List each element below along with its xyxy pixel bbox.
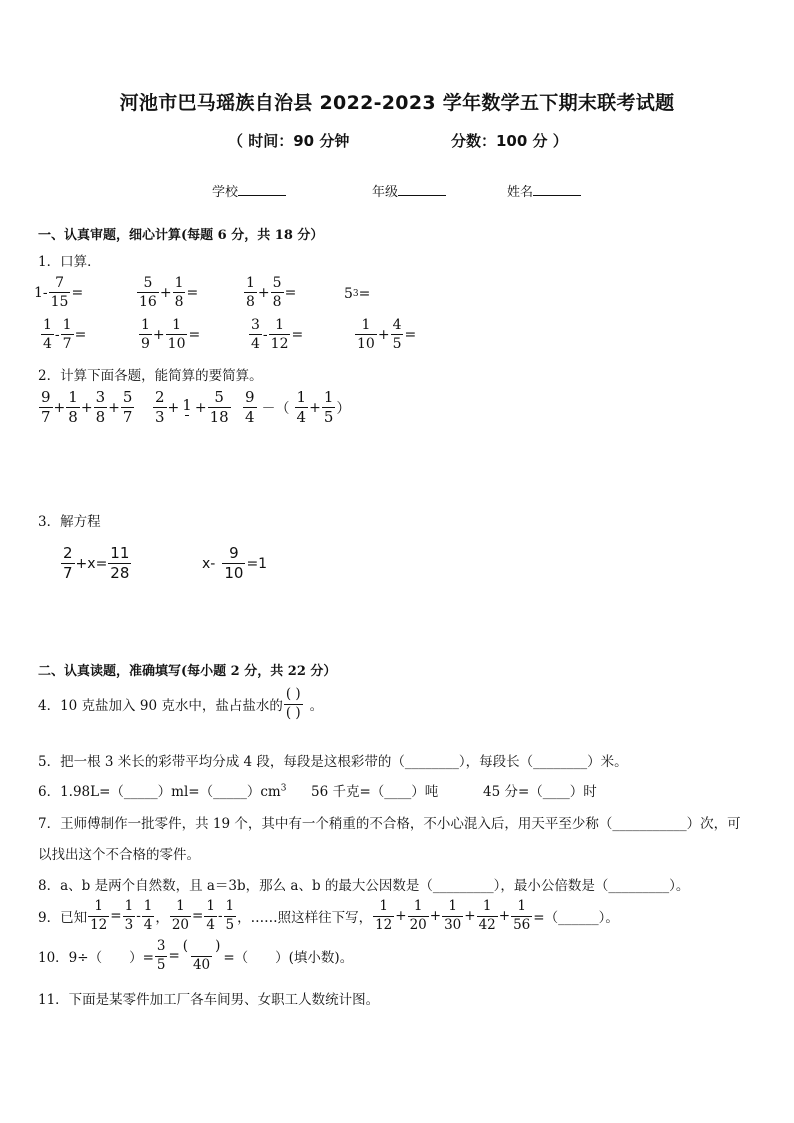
question-7-line-2: 以找出这个不合格的零件。 xyxy=(38,847,200,863)
q1-expr-2: $\frac{5}{16}$ + $\frac{1}{8}$ = xyxy=(139,275,199,310)
exam-time: （ 时间：90 分钟 xyxy=(228,132,350,150)
question-2: 2．计算下面各题，能简算的要简算。 xyxy=(38,368,263,384)
question-3: 3．解方程 xyxy=(38,514,101,530)
page-title: 河池市巴马瑶族自治县 2022-2023 学年数学五下期末联考试题 xyxy=(119,92,675,114)
q1-expr-3: $\frac{1}{8}$ + $\frac{5}{8}$ = xyxy=(246,275,297,310)
q1-expr-8: $\frac{1}{10}$ + $\frac{4}{5}$ = xyxy=(357,317,417,352)
section-2-heading: 二、认真读题，准确填写(每小题 2 分，共 22 分） xyxy=(38,664,337,679)
question-6-part-c: 45 分=（____）时 xyxy=(483,784,597,800)
question-9: 9．已知 $\frac{1}{12}$ = $\frac{1}{3}$ - $\frac{1}{4}$ ， $\frac{1}{20}$ = $\frac{1}{4}$ - $\frac{1}{5}$ ，……照这样往下写， $\frac{1}{12}$ + $\frac{1}{20}$ + $\frac{1}{30}$ + $\frac{1}{42}$ + $\frac{1}{56}$ =（______）。 xyxy=(38,898,619,933)
q1-expr-5: $\frac{1}{4}$ - $\frac{1}{7}$ = xyxy=(43,317,87,352)
question-11: 11．下面是某零件加工厂各车间男、女职工人数统计图。 xyxy=(38,992,380,1008)
question-7-line-1: 7．王师傅制作一批零件，共 19 个，其中有一个稍重的不合格，不小心混入后，用天平至少称（___________）次，可 xyxy=(38,816,741,832)
q1-expr-1: 1- $\frac{7}{15}$ = xyxy=(34,275,84,310)
question-6-part-b: 56 千克=（____）吨 xyxy=(311,784,439,800)
q3-equation-2: x- $\frac{9}{10}$ =1 xyxy=(202,544,268,582)
grade-field[interactable]: 年级 xyxy=(372,181,446,200)
question-6: 6．$1.98L=(\_\_\_\_\_)ml=(\_\_\_\_\_)cm^3$ xyxy=(38,783,287,800)
question-5: 5．把一根 3 米长的彩带平均分成 4 段，每段是这根彩带的（________），每段长（________）米。 xyxy=(38,754,628,770)
question-1: 1．口算． xyxy=(38,254,101,270)
q2-expr-3: $\frac{9}{4}$ －（ $\frac{1}{4}$ + $\frac{1}{5}$ ） xyxy=(245,388,351,426)
section-1-heading: 一、认真审题，细心计算(每题 6 分，共 18 分） xyxy=(38,228,324,243)
question-4: 4．10 克盐加入 90 克水中，盐占盐水的 $\frac{( )}{( )}$ 。 xyxy=(38,686,324,721)
q2-expr-1: $\frac{9}{7}$ + $\frac{1}{8}$ + $\frac{3}{8}$ + $\frac{5}{7}$ xyxy=(41,388,133,426)
question-10: 10．9÷（ ）= $\frac{3}{5}$ = $\frac{( )}{40}$ =（ ）(填小数)。 xyxy=(38,938,354,973)
q1-expr-4: 5 3 = xyxy=(344,286,371,302)
q1-expr-7: $\frac{3}{4}$ - $\frac{1}{12}$ = xyxy=(251,317,304,352)
exam-score: 分数：100 分 ） xyxy=(451,132,568,150)
q1-expr-6: $\frac{1}{9}$ + $\frac{1}{10}$ = xyxy=(141,317,201,352)
name-field[interactable]: 姓名 xyxy=(507,181,581,200)
q2-expr-2: $\frac{2}{3}$ + 1 + $\frac{5}{18}$ xyxy=(155,388,229,426)
question-8: 8．a、b 是两个自然数，且 a＝3b，那么 a、b 的最大公因数是（_________），最小公倍数是（_________）。 xyxy=(38,878,690,894)
school-field[interactable]: 学校 xyxy=(212,181,286,200)
q3-equation-1: $\frac{2}{7}$ +x= $\frac{11}{28}$ xyxy=(63,544,130,582)
